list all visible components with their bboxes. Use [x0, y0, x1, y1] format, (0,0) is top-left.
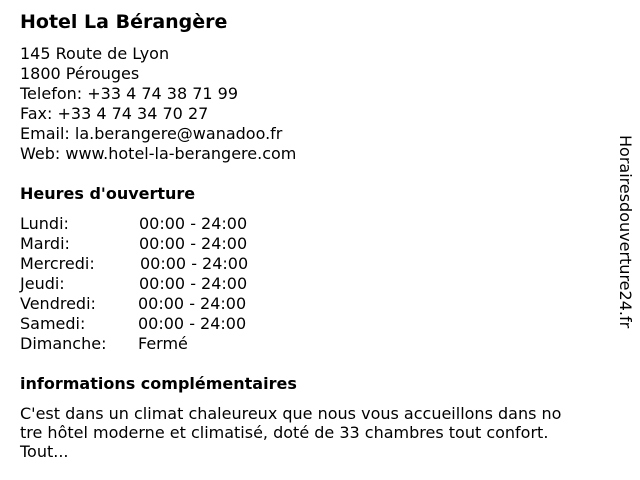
watermark-text: Horairesdouverture24.fr	[616, 135, 635, 329]
day-label: Lundi:	[20, 214, 69, 233]
day-label: Mercredi:	[20, 254, 95, 273]
address-street: 145 Route de Lyon	[20, 44, 170, 63]
day-hours: 00:00 - 24:00	[139, 234, 248, 253]
day-hours: Fermé	[138, 334, 188, 353]
day-hours: 00:00 - 24:00	[139, 214, 248, 233]
hours-row-saturday	[20, 314, 320, 334]
day-label: Samedi:	[20, 314, 86, 333]
day-label: Jeudi:	[20, 274, 65, 293]
fax-number: Fax: +33 4 74 34 70 27	[20, 104, 209, 123]
email-address: Email: la.berangere@wanadoo.fr	[20, 124, 283, 143]
description-line: Tout...	[20, 442, 69, 461]
info-heading: informations complémentaires	[20, 374, 297, 393]
day-hours: 00:00 - 24:00	[138, 314, 247, 333]
hours-row-friday	[20, 294, 320, 314]
address-city: 1800 Pérouges	[20, 64, 140, 83]
hours-row-tuesday	[20, 234, 320, 254]
day-hours: 00:00 - 24:00	[139, 274, 248, 293]
hours-row-thursday	[20, 274, 320, 294]
description-line: C'est dans un climat chaleureux que nous vous accueillons dans no	[20, 404, 562, 423]
day-hours: 00:00 - 24:00	[140, 254, 249, 273]
day-label: Dimanche:	[20, 334, 107, 353]
phone-number: Telefon: +33 4 74 38 71 99	[20, 84, 239, 103]
day-label: Vendredi:	[20, 294, 96, 313]
description-line: tre hôtel moderne et climatisé, doté de 33 chambres tout confort.	[20, 423, 549, 442]
hours-row-sunday	[20, 334, 320, 354]
site-watermark	[612, 135, 636, 375]
contact-block	[20, 44, 296, 164]
day-label: Mardi:	[20, 234, 70, 253]
opening-hours-heading: Heures d'ouverture	[20, 184, 196, 203]
info-description	[20, 404, 610, 461]
day-hours: 00:00 - 24:00	[138, 294, 247, 313]
hotel-name: Hotel La Bérangère	[20, 11, 228, 33]
website-link[interactable]: Web: www.hotel-la-berangere.com	[20, 144, 297, 163]
hours-row-monday	[20, 214, 320, 234]
opening-hours-table	[20, 214, 320, 354]
hours-row-wednesday	[20, 254, 320, 274]
